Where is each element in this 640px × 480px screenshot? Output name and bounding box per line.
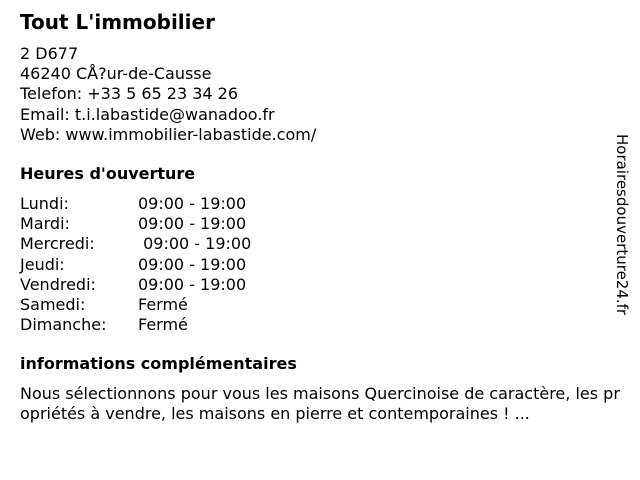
time-value: 09:00 - 19:00: [138, 214, 247, 234]
site-watermark: Horairesdouverture24.fr: [613, 134, 631, 316]
business-name: Tout L'immobilier: [20, 10, 215, 34]
day-label: Samedi:: [20, 294, 86, 314]
day-label: Dimanche:: [20, 315, 107, 335]
day-label: Mercredi:: [20, 234, 95, 254]
website-text: Web: www.immobilier-labastide.com/: [20, 124, 317, 144]
time-value: Fermé: [138, 294, 188, 314]
time-value: 09:00 - 19:00: [138, 274, 247, 294]
time-value: Fermé: [138, 315, 188, 335]
additional-info-heading: informations complémentaires: [20, 354, 297, 373]
business-description: Nous sélectionnons pour vous les maisons Quercinoise de caractère, les propriétés à vendre, les maisons en pierre et contemporaines ! ...: [20, 384, 620, 424]
hours-row-saturday: [20, 295, 280, 315]
hours-row-friday: [20, 275, 280, 295]
address-line-2: 46240 CÅ?ur-de-Causse: [20, 64, 212, 84]
day-label: Mardi:: [20, 214, 70, 234]
opening-hours-heading: Heures d'ouverture: [20, 164, 196, 183]
time-value: 09:00 - 19:00: [138, 234, 252, 254]
day-label: Jeudi:: [20, 254, 65, 274]
hours-row-tuesday: [20, 214, 280, 234]
day-label: Vendredi:: [20, 274, 96, 294]
phone-text: Telefon: +33 5 65 23 34 26: [20, 84, 239, 104]
hours-row-sunday: [20, 315, 280, 335]
contact-block: [20, 44, 316, 145]
hours-row-thursday: [20, 255, 280, 275]
time-value: 09:00 - 19:00: [138, 254, 247, 274]
address-line-1: 2 D677: [20, 44, 79, 63]
email-text: Email: t.i.labastide@wanadoo.fr: [20, 104, 275, 124]
time-value: 09:00 - 19:00: [138, 194, 247, 213]
hours-row-wednesday: [20, 234, 280, 254]
opening-hours-list: [20, 194, 280, 335]
hours-row-monday: [20, 194, 280, 214]
day-label: Lundi:: [20, 194, 69, 213]
